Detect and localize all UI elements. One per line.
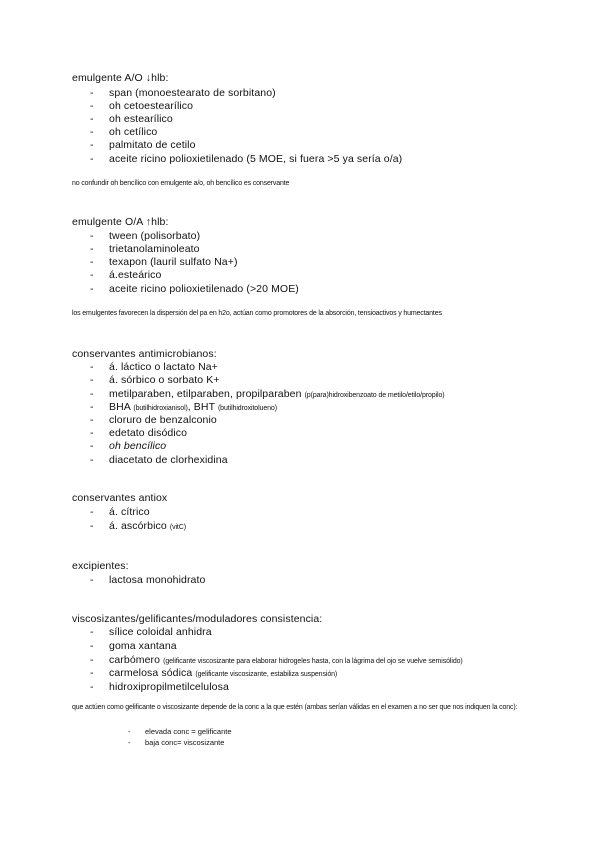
heading-conservantes-antiox: conservantes antiox: [72, 492, 168, 504]
sub-list-item: - baja conc= viscosizante: [128, 738, 225, 747]
list-item: - aceite ricino polioxietilenado (5 MOE, si fuera >5 ya sería o/a): [90, 153, 403, 165]
list-item: - oh cetílico: [90, 126, 158, 138]
list-item: - span (monoestearato de sorbitano): [90, 87, 276, 99]
list-item: - BHA (butilhidroxianisol), BHT (butilhidroxitolueno): [90, 401, 277, 413]
list-item: - hidroxipropilmetilcelulosa: [90, 681, 229, 693]
list-item: - á. sórbico o sorbato K+: [90, 374, 220, 386]
note-text: los emulgentes favorecen la dispersión del pa en h2o, actúan como promotores de la absorción, tensioactivos y humectantes: [72, 310, 442, 317]
list-item: - tween (polisorbato): [90, 230, 201, 242]
list-item: - oh bencílico: [90, 440, 167, 452]
heading-viscosizantes: viscosizantes/gelificantes/moduladores consistencia:: [72, 613, 323, 625]
list-item: - edetato disódico: [90, 427, 188, 439]
list-item: - diacetato de clorhexidina: [90, 454, 228, 466]
sub-list-item: - elevada conc = gelificante: [128, 727, 232, 736]
heading-emulgente-ao: emulgente A/O ↓hlb:: [72, 72, 169, 84]
list-item: - á. ascórbico (vitC): [90, 520, 186, 532]
list-item: - carmelosa sódica (gelificante viscosizante, estabiliza suspensión): [90, 667, 338, 679]
list-item: - cloruro de benzalconio: [90, 414, 217, 426]
list-item: - carbómero (gelificante viscosizante para elaborar hidrogeles hasta, con la lágrima del ojo se vuelve semisólido): [90, 654, 463, 666]
heading-excipientes: excipientes:: [72, 560, 129, 572]
note-text: que actúen como gelificante o viscosizante depende de la conc a la que estén (ambas serían válidas en el examen a no ser que nos indiquen la conc):: [72, 704, 518, 711]
list-item: - trietanolaminoleato: [90, 243, 200, 255]
list-item: - aceite ricino polioxietilenado (>20 MOE): [90, 283, 299, 295]
list-item: - oh estearílico: [90, 113, 173, 125]
heading-emulgente-oa: emulgente O/A ↑hlb:: [72, 216, 169, 228]
list-item: - palmitato de cetilo: [90, 139, 196, 151]
list-item: - lactosa monohidrato: [90, 574, 206, 586]
list-item: - sílice coloidal anhidra: [90, 626, 212, 638]
list-item: - metilparaben, etilparaben, propilparaben (p(para)hidroxibenzoato de metilo/etilo/propilo): [90, 388, 445, 400]
list-item: - á. cítrico: [90, 506, 150, 518]
list-item: - á. láctico o lactato Na+: [90, 361, 218, 373]
list-item: - á.esteárico: [90, 269, 162, 281]
note-text: no confundir oh bencílico con emulgente a/o, oh bencílico es conservante: [72, 180, 290, 187]
list-item: - texapon (lauril sulfato Na+): [90, 256, 238, 268]
heading-conservantes-antimicrobianos: conservantes antimicrobianos:: [72, 348, 217, 360]
list-item: - oh cetoestearílico: [90, 100, 194, 112]
list-item: - goma xantana: [90, 640, 177, 652]
